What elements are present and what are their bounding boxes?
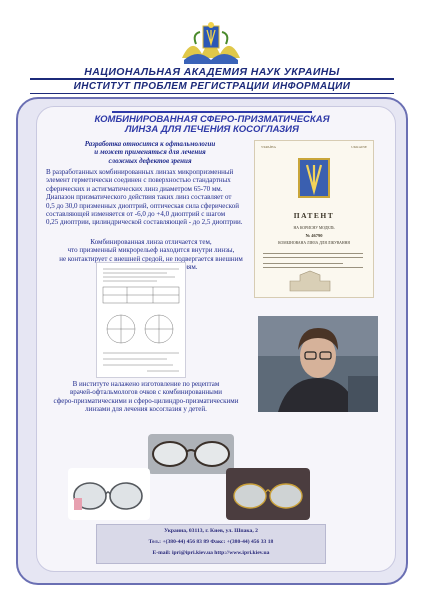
description-text (46, 168, 256, 227)
institute-name: ИНСТИТУТ ПРОБЛЕМ РЕГИСТРАЦИИ ИНФОРМАЦИИ (73, 81, 351, 92)
intro-text (60, 140, 240, 165)
production-line: линзами для лечения косоглазия у детей. (85, 405, 207, 414)
feature-line: что призменный микрорельеф находится внутри линзы, (67, 246, 235, 255)
footer-phones: Тел.: +(380-44) 456 83 89 Факс: +(380-44) 456 33 18 (148, 539, 274, 545)
contact-footer (96, 524, 326, 564)
patent-country: УКРАЇНА (261, 145, 277, 149)
header-divider (30, 78, 394, 80)
patent-number: № 46790 (305, 233, 323, 238)
lens-technical-drawing (96, 262, 186, 378)
feature-line: не контактирует с внешней средой, не подвергается внешним (59, 254, 243, 263)
production-line: сферо-призматическими и сферо-цилиндро-призматическими (53, 396, 239, 405)
patent-country-en: UKRAINE (351, 145, 367, 149)
patent-building-seal (285, 269, 335, 293)
researcher-photo (258, 316, 378, 412)
patent-emblem (295, 155, 333, 201)
patent-text-line (263, 267, 363, 268)
glasses-photo-top (148, 434, 234, 474)
production-text (46, 380, 246, 414)
patent-text-line (263, 253, 363, 254)
description-line: Диапазон призматического действия таких линз составляет от (46, 193, 232, 202)
poster-title-line2: ЛИНЗА ДЛЯ ЛЕЧЕНИЯ КОСОГЛАЗИЯ (125, 124, 299, 135)
production-line: В институте налажено изготовление по рецептам (72, 380, 220, 388)
production-line: врачей-офтальмологов очков с комбинированными (69, 388, 223, 397)
ukraine-emblem-logo (178, 18, 244, 68)
patent-text-line (263, 263, 343, 264)
description-line: 0,25 диоптрии, цилиндрической составляющей - до 2,5 диоптрии. (46, 218, 243, 227)
glasses-photo-left (68, 468, 150, 520)
intro-line: и может применяться для лечения (94, 148, 206, 157)
patent-title: ПАТЕНТ (293, 211, 335, 220)
description-line: сферических и астигматических линз диаметром 65-70 мм. (46, 184, 223, 193)
patent-certificate (254, 140, 374, 298)
patent-text-line (263, 257, 363, 258)
title-rule (112, 111, 312, 113)
description-line: В разработанных комбинированных линзах микропризменный (46, 168, 234, 176)
feature-line: Комбинированная линза отличается тем, (90, 238, 212, 246)
feature-line: повреждениям и загрязнениям. (104, 263, 198, 272)
patent-model: КОМБІНОВАНА ЛІНЗА ДЛЯ ЛІКУВАННЯ (278, 241, 350, 245)
intro-line: сложных дефектов зрения (108, 156, 192, 165)
footer-address: Украина, 03113, г. Киев, ул. Шпака, 2 (164, 528, 258, 534)
academy-name: НАЦИОНАЛЬНАЯ АКАДЕМИЯ НАУК УКРАИНЫ (84, 66, 340, 78)
intro-line: Разработка относится к офтальмологии (84, 140, 216, 148)
patent-subtitle: НА КОРИСНУ МОДЕЛЬ (293, 226, 335, 230)
footer-web: E-mail: ipri@ipri.kiev.ua http://www.ipri.kiev.ua (152, 550, 270, 556)
glasses-photo-right (226, 468, 310, 520)
description-line: составляющей изменяется от -6,0 до +4,0 диоптрий с шагом (46, 210, 226, 219)
description-line: элемент герметически соединен с поверхностью стандартных (46, 176, 231, 185)
description-line: 0,5 до 30,0 призменных диоптрий, оптическая сила сферической (46, 201, 239, 210)
header-divider-lower (30, 93, 394, 94)
poster-title-line1: КОМБИНИРОВАННАЯ СФЕРО-ПРИЗМАТИЧЕСКАЯ (94, 114, 330, 125)
